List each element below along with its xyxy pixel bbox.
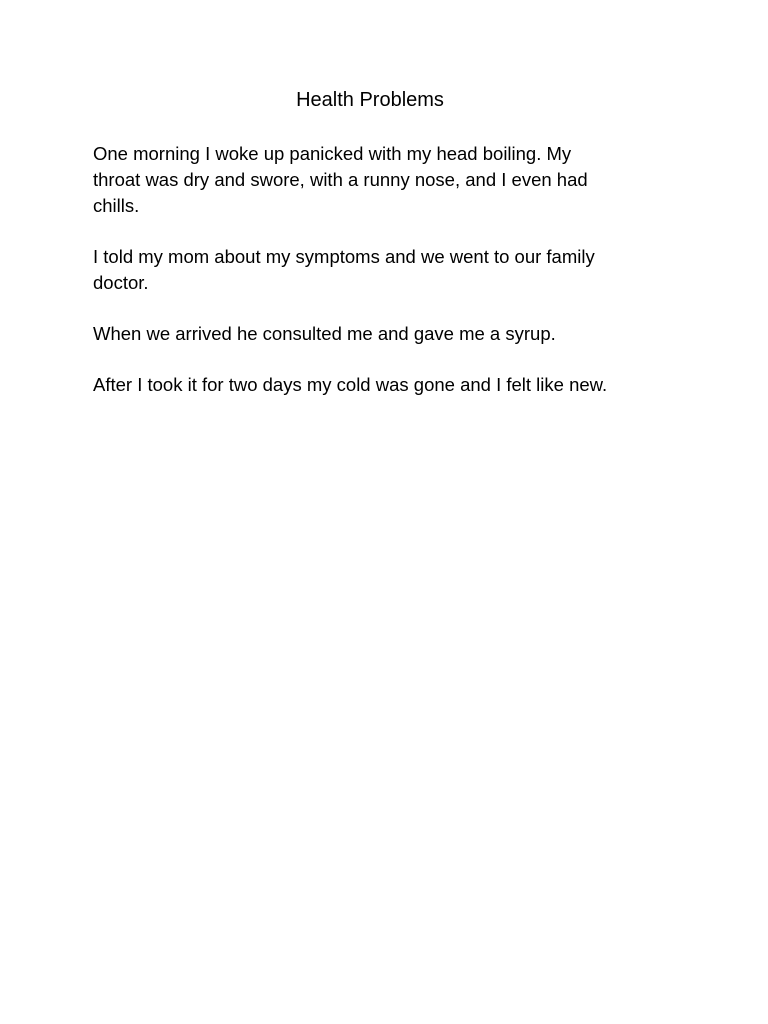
paragraph-4	[93, 372, 683, 398]
paragraph-line: chills.	[93, 195, 140, 216]
paragraph-line: throat was dry and swore, with a runny nose, and I even had	[93, 169, 588, 190]
paragraph-1	[93, 141, 683, 219]
paragraph-2	[93, 244, 683, 296]
paragraph-line: One morning I woke up panicked with my head boiling. My	[93, 143, 572, 164]
document-title: Health Problems	[296, 89, 444, 111]
document-body	[93, 141, 683, 423]
paragraph-3	[93, 321, 683, 347]
paragraph-line: When we arrived he consulted me and gave me a syrup.	[93, 323, 556, 344]
paragraph-line: After I took it for two days my cold was gone and I felt like new.	[93, 374, 608, 395]
paragraph-line: doctor.	[93, 272, 149, 293]
paragraph-line: I told my mom about my symptoms and we went to our family	[93, 246, 595, 267]
